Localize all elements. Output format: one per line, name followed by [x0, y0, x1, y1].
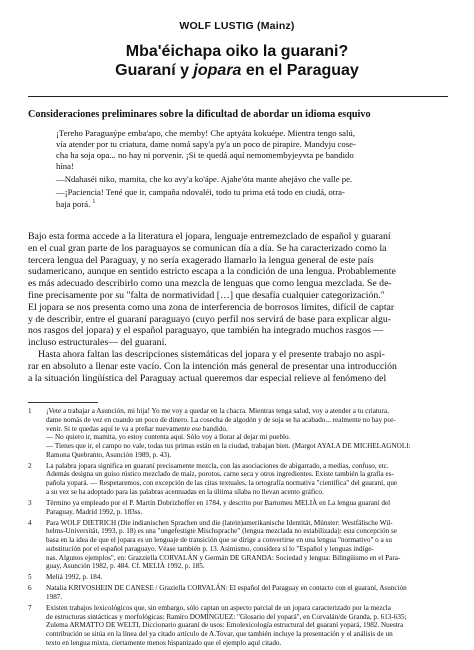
article-title: [0, 42, 474, 80]
title-rule: [28, 96, 448, 97]
footnote: [28, 604, 448, 648]
footnote-line: helms-Universität, 1993, p. 18) es una "ungefestigte Mischsprache" (lengua mezclada no estabilizada): esta concepción se: [46, 527, 397, 536]
footnote-line: venir. Si te quedas aquí te va a preñar nuevamente ese bandido.: [46, 424, 228, 433]
epigraph-line: —¡Paciencia! Tené que ir, campaña ndovaléi, todo tu prima etá todo en ciudá, otra- baja porá. $^1$: [56, 187, 345, 209]
footnote: [28, 573, 448, 582]
footnote-number: 1: [28, 407, 32, 415]
footnote-number: 4: [28, 518, 32, 527]
footnote-line: Meliá 1992, p. 184.: [46, 573, 103, 582]
footnote-line: pañola yopará. — Respetaremos, con excepción de las citas textuales, la ortografía normativa "científica" del guaraní, que: [46, 479, 398, 488]
body-line: rar en absoluto a llenar este vacío. Con la intención más general de presentar una introducción: [28, 360, 397, 372]
body-line: y de describir, entre el guaraní paraguayo (cuyo perfil nos servirá de base para explicar algu-: [28, 313, 392, 325]
body-line: a la situación lingüística del Paraguay actual queremos dar especial relieve al fenómeno del: [28, 372, 387, 384]
footnote-line: Ramona Quebranto, Asunción 1989, p. 43).: [46, 450, 172, 459]
footnote-number: 5: [28, 573, 32, 582]
body-line: Hasta ahora faltan las descripciones sistemáticas del jopara y el presente trabajo no aspi-: [38, 348, 385, 360]
section-heading: Consideraciones preliminares sobre la dificultad de abordar un idioma esquivo: [28, 109, 371, 120]
footnote-line: nas. Algunos ejemplos", en: Grazziella CORVALÁN y Germán DE GRANDA: Sociedad y lengua: Bilingüismo en el Para-: [46, 553, 401, 562]
title-italic-word: jopara: [193, 62, 242, 79]
footnote-line: basa en la idea de que el jopara es un lenguaje de transición que se dirige a convertirse en una lengua "normativo" o a su: [46, 536, 392, 545]
footnotes: [28, 407, 448, 650]
footnote: [28, 584, 448, 602]
body-line: El jopara se nos presenta como una zona de interferencia de borrosos límites, difícil de captar: [28, 301, 395, 313]
footnote-line: guay, Asunción 1982, p. 484. Cf. MELIÀ 1992, p. 185.: [46, 562, 205, 571]
footnote-line: texto en lengua mixta, ciertamente menos hispanizado que el ejemplo aquí citado.: [46, 638, 282, 647]
footnote: [28, 462, 448, 497]
body-line: es más adecuado describirlo como una mezcla de lenguas que como lengua mezclada. Se de-: [28, 278, 392, 290]
body-line: incluso estructurales— del guaraní.: [28, 337, 167, 349]
author-name: WOLF LUSTIG (Mainz): [179, 20, 295, 32]
footnote-line: — No quiero ir, mamita, yo estoy contenta aquí. Sólo voy a llorar al dejar mi pueblo.: [46, 433, 291, 442]
body-line: Bajo esta forma accede a la literatura el jopara, lenguaje entremezclado de español y guaraní: [28, 231, 391, 242]
epigraph: [56, 128, 422, 212]
footnote-number: 6: [28, 584, 32, 593]
footnote: [28, 499, 448, 517]
footnote-line: Además designa un guiso rústico mezclado de maíz, porotos, carne seca y otros ingredientes. Existe también la grafía es-: [46, 470, 394, 479]
footnote-line: substitución por el español paraguayo. Véase también p. 13. Asimismo, considera sí lo "Español y lenguas indíge-: [46, 544, 374, 553]
footnote-line: — Tienes que ir, el campo no vale, todas tus primas están en la ciudad, trabajan bien. (Margot AYALA DE MICHELAGNOLI:: [46, 442, 411, 450]
footnote-line: La palabra jopara significa en guaraní precisamente mezcla, con las asociaciones de abigarrado, a medias, confuso, etc.: [46, 461, 389, 470]
footnote-number: 2: [28, 461, 32, 470]
footnote-line: Natalia KRIVOSHEIN DE CANESE / Graziella CORVALÁN: El español del Paraguay en contacto con el guaraní, Asunción: [46, 584, 407, 593]
footnote-line: Término ya empleado por el P. Martín Dobrizhoffer en 1784, y descrito por Bartomeu MELIÀ en La lengua guaraní del: [46, 498, 391, 507]
title-line-1: Mba'éichapa oiko la guarani?: [125, 43, 349, 60]
epigraph-line: —Ndahaséi niko, mamita, che ko avy'a ko'ápe. Ajahe'óta mante ahejávo che valle pe.: [56, 174, 353, 185]
body-line: en el cual gran parte de los paraguayos se comunican día a día. Se ha caracterizado como la: [28, 242, 387, 254]
footnote-line: dame nomás de vez en cuando un poco de dinero. La cosecha de algodón y de soja se ha acabado... realmente no hay por-: [46, 415, 396, 424]
body-text: [28, 231, 446, 384]
footnote-divider: [28, 402, 98, 403]
footnote-line: Existen trabajos lexicológicos que, sin embargo, sólo captan un aspecto parcial de un jopara caracterizado por la mezcla: [46, 603, 391, 612]
body-line: nos rasgos del jopara) y el español paraguayo, que también ha integrado muchos rasgos —: [28, 325, 384, 337]
footnote-line: Paraguay, Madrid 1992, p. 183ss.: [46, 507, 143, 516]
epigraph-line: ¡Tereho Paraguaýpe emba'apo, che memby! Che aptyáta kokuépe. Mientra tengo salú, vía atender por tu criatura, dame nomá sapy'a py'a un poco de pirapire. Mandyju cose- cha ha soja opa... no hay ni porvenir. ¡Si te quedá aquí nemomembyjeyvta pe bandido hína!: [56, 128, 356, 172]
body-line: fine precisamente por su "falta de normatividad […] que desafía cualquier categorización.": [28, 289, 385, 301]
footnote-line: Para WOLF DIETRICH (Die indianischen Sprachen und die (latein)amerikanische Identität, Münster: Westfälische Wil-: [46, 518, 393, 527]
footnote-line: a su vez se ha adoptado para las palabras acentuadas en la última sílaba no llevan acento gráfico.: [46, 487, 324, 496]
footnote-line: contribución se sitúa en la línea del ya citado artículo de A.Tovar, que también incluye la presentación y el análisis de un: [46, 630, 393, 639]
footnote-line: Zulema ARMATTO DE WELTI, Diccionario guaraní de usos: Emolexicología estructural del guaraní yopará, 1982. Nuestra: [46, 621, 404, 630]
title-line-2: Guaraní y jopara en el Paraguay: [115, 62, 359, 79]
footnote-number: 3: [28, 498, 32, 507]
footnote: [28, 519, 448, 572]
footnote: [28, 407, 448, 460]
body-line: tercera lengua del Paraguay, y no sería exagerado llamarlo la lengua general de este país: [28, 254, 374, 266]
footnote-line: ¡Vete a trabajar a Asunción, mi hija! Yo me voy a quedar en la chacra. Mientras tenga salud, voy a atender a tu criatura,: [46, 407, 389, 415]
footnote-ref: 1: [92, 198, 96, 205]
footnote-number: 7: [28, 603, 32, 612]
footnote-line: de estructuras sintácticas y morfológicas: Ramiro DOMÍNGUEZ: "Glosario del yopará", en Corvalán/de Granda, p. 613-635;: [46, 612, 407, 621]
footnote-line: 1987.: [46, 592, 63, 601]
body-line: sudamericano, aunque en sentido estricto escapa a la condición de una lengua. Probablemente: [28, 266, 396, 278]
